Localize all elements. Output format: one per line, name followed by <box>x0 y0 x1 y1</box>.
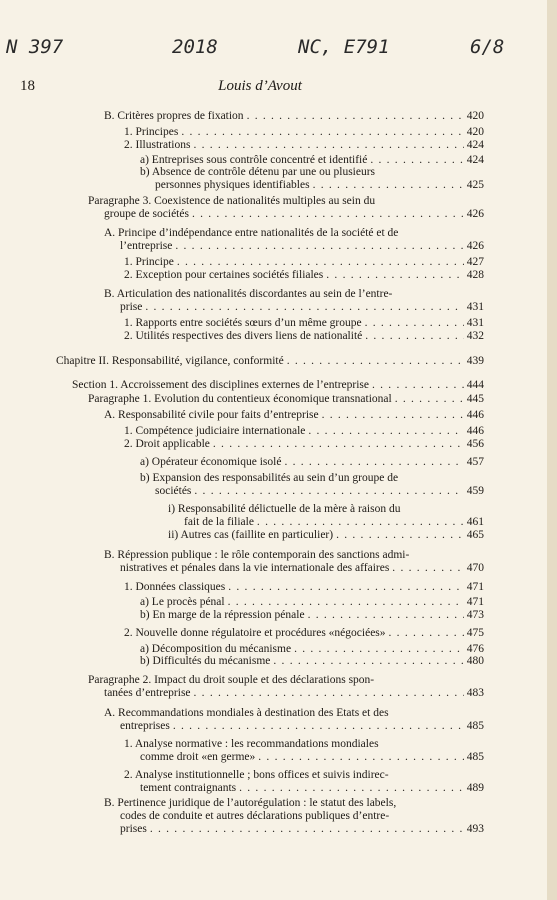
entry-page: 439 <box>466 355 484 367</box>
entry-title: personnes physiques identifiables <box>155 179 310 191</box>
entry-page: 431 <box>466 317 484 329</box>
toc-entry-line: A. Recommandations mondiales à destination des Etats et des <box>104 707 389 719</box>
entry-page: 445 <box>466 393 484 405</box>
toc-entry-line: b) Expansion des responsabilités au sein d’un groupe de <box>140 472 399 484</box>
toc-entry-line: i) Responsabilité délictuelle de la mère à raison du <box>168 503 401 515</box>
toc-entry <box>104 409 484 422</box>
entry-title: 1. Principes <box>124 126 179 138</box>
entry-page: 473 <box>466 609 484 621</box>
entry-page: 465 <box>466 529 484 541</box>
entry-title: 2. Utilités respectives des divers liens de nationalité <box>124 330 363 342</box>
entry-page: 444 <box>466 379 484 391</box>
entry-title: entreprises <box>120 720 170 732</box>
toc-entry-line: 2. Analyse institutionnelle ; bons offices et suivis indirec- <box>124 769 389 781</box>
toc-entry <box>104 110 484 123</box>
entry-title: fait de la filiale <box>184 516 254 528</box>
toc-entry <box>104 687 484 700</box>
entry-page: 426 <box>466 208 484 220</box>
entry-title: Section 1. Accroissement des disciplines externes de l’entreprise <box>72 379 369 391</box>
toc-entry <box>124 317 484 330</box>
toc-entry-line: B. Pertinence juridique de l’autorégulation : le statut des labels, <box>104 797 397 809</box>
entry-title: Chapitre II. Responsabilité, vigilance, conformité <box>56 355 284 367</box>
entry-page: 424 <box>466 139 484 151</box>
handwritten-note-2: 2018 <box>172 36 218 58</box>
entry-page: 459 <box>466 485 484 497</box>
toc-entry <box>72 379 484 392</box>
toc-entry <box>140 596 484 609</box>
toc-entry <box>124 126 484 139</box>
entry-page: 483 <box>466 687 484 699</box>
toc-entry-line: b) Absence de contrôle détenu par une ou plusieurs <box>140 166 376 178</box>
entry-title: 1. Principe <box>124 256 174 268</box>
entry-title: a) Entreprises sous contrôle concentré et identifié <box>140 154 368 166</box>
entry-title: A. Responsabilité civile pour faits d’entreprise <box>104 409 319 421</box>
toc-entry <box>120 562 484 575</box>
toc-entry <box>124 425 484 438</box>
toc-entry-line: B. Répression publique : le rôle contemporain des sanctions admi- <box>104 549 410 561</box>
entry-page: 476 <box>466 643 484 655</box>
toc-entry-chapter <box>56 355 484 368</box>
entry-title: ii) Autres cas (faillite en particulier) <box>168 529 334 541</box>
entry-title: a) Opérateur économique isolé <box>140 456 282 468</box>
toc-entry <box>124 256 484 269</box>
entry-title: b) En marge de la répression pénale <box>140 609 305 621</box>
entry-title: prises <box>120 823 147 835</box>
entry-page: 420 <box>466 126 484 138</box>
toc-entry-line: codes de conduite et autres déclarations publiques d’entre- <box>120 810 390 822</box>
toc-entry <box>88 393 484 406</box>
handwritten-note-4: 6/8 <box>470 36 505 58</box>
toc-entry <box>155 485 484 498</box>
toc-entry <box>124 627 484 640</box>
toc-entry <box>120 823 484 836</box>
entry-title: Paragraphe 1. Evolution du contentieux économique transnational <box>88 393 392 405</box>
page-edge <box>547 0 557 900</box>
handwritten-note-3: NC, E791 <box>298 36 390 58</box>
entry-page: 457 <box>466 456 484 468</box>
toc-entry <box>120 720 484 733</box>
entry-title: 2. Illustrations <box>124 139 191 151</box>
toc-entry-line: Paragraphe 2. Impact du droit souple et des déclarations spon- <box>88 674 375 686</box>
entry-page: 456 <box>466 438 484 450</box>
entry-page: 485 <box>466 720 484 732</box>
entry-title: l’entreprise <box>120 240 173 252</box>
entry-page: 427 <box>466 256 484 268</box>
toc-entry <box>124 139 484 152</box>
toc-entry-line: B. Articulation des nationalités discordantes au sein de l’entre- <box>104 288 393 300</box>
toc-entry <box>168 529 484 542</box>
entry-title: tement contraignants <box>140 782 237 794</box>
toc-entry <box>124 269 484 282</box>
entry-title: 1. Données classiques <box>124 581 226 593</box>
entry-page: 446 <box>466 409 484 421</box>
entry-title: 2. Nouvelle donne régulatoire et procédures «négociées» <box>124 627 386 639</box>
toc-entry <box>140 751 484 764</box>
toc-entry <box>184 516 484 529</box>
entry-title: a) Le procès pénal <box>140 596 225 608</box>
entry-page: 425 <box>466 179 484 191</box>
entry-title: comme droit «en germe» <box>140 751 256 763</box>
entry-page: 428 <box>466 269 484 281</box>
entry-title: prise <box>120 301 143 313</box>
entry-page: 489 <box>466 782 484 794</box>
toc-entry-line: A. Principe d’indépendance entre nationalités de la société et de <box>104 227 399 239</box>
toc-entry-line: 1. Analyse normative : les recommandations mondiales <box>124 738 379 750</box>
entry-title: b) Difficultés du mécanisme <box>140 655 271 667</box>
entry-title: 1. Compétence judiciaire internationale <box>124 425 306 437</box>
entry-title: 2. Droit applicable <box>124 438 210 450</box>
toc-entry <box>124 438 484 451</box>
entry-page: 475 <box>466 627 484 639</box>
entry-title: a) Décomposition du mécanisme <box>140 643 292 655</box>
entry-page: 480 <box>466 655 484 667</box>
entry-title: B. Critères propres de fixation <box>104 110 244 122</box>
handwritten-note-1: N 397 <box>6 36 64 58</box>
toc-entry <box>155 179 484 192</box>
entry-title: nistratives et pénales dans la vie internationale des affaires <box>120 562 390 574</box>
entry-page: 471 <box>466 581 484 593</box>
entry-page: 424 <box>466 154 484 166</box>
entry-page: 426 <box>466 240 484 252</box>
entry-page: 432 <box>466 330 484 342</box>
entry-page: 420 <box>466 110 484 122</box>
toc-entry <box>124 330 484 343</box>
entry-title: groupe de sociétés <box>104 208 189 220</box>
page-number: 18 <box>20 78 35 94</box>
entry-title: tanées d’entreprise <box>104 687 191 699</box>
toc-entry <box>120 240 484 253</box>
toc-entry <box>120 301 484 314</box>
entry-page: 493 <box>466 823 484 835</box>
toc-entry <box>140 655 484 668</box>
toc-entry <box>140 609 484 622</box>
entry-page: 446 <box>466 425 484 437</box>
toc-entry <box>140 782 484 795</box>
entry-page: 471 <box>466 596 484 608</box>
entry-title: 1. Rapports entre sociétés sœurs d’un même groupe <box>124 317 362 329</box>
entry-page: 431 <box>466 301 484 313</box>
entry-title: sociétés <box>155 485 192 497</box>
entry-page: 461 <box>466 516 484 528</box>
entry-title: 2. Exception pour certaines sociétés filiales <box>124 269 324 281</box>
running-head: Louis d’Avout <box>218 78 302 94</box>
entry-page: 485 <box>466 751 484 763</box>
toc-entry <box>140 456 484 469</box>
toc-entry-line: Paragraphe 3. Coexistence de nationalités multiples au sein du <box>88 195 376 207</box>
toc-entry <box>124 581 484 594</box>
entry-page: 470 <box>466 562 484 574</box>
toc-entry <box>104 208 484 221</box>
